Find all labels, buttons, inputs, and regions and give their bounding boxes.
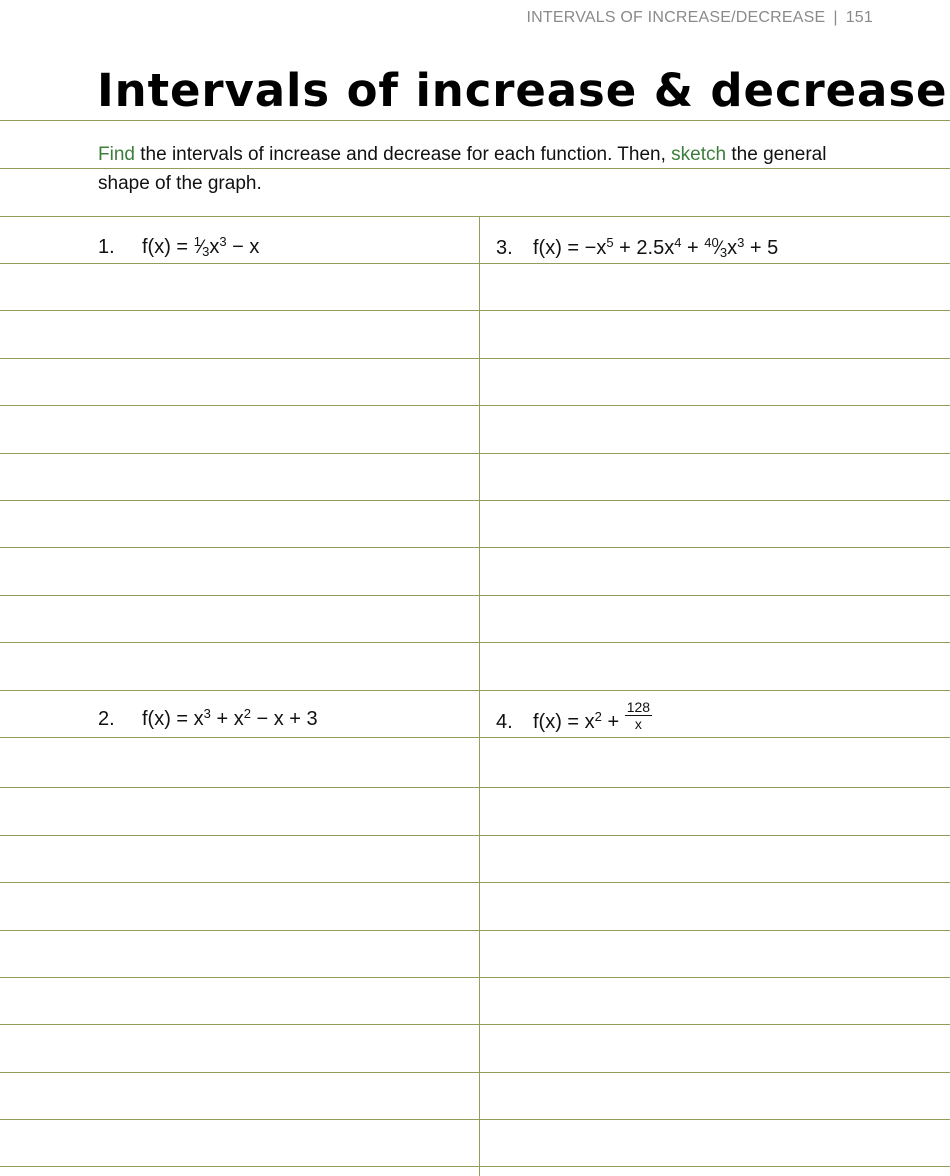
exponent: 5 (606, 235, 614, 250)
exponent: 4 (674, 235, 682, 250)
rule-line (0, 835, 950, 836)
variable: x (727, 237, 738, 259)
fraction-denominator: 3 (202, 244, 210, 259)
keyword-find: Find (98, 144, 135, 165)
rule-line (0, 358, 950, 359)
rule-line (0, 1119, 950, 1120)
function-term: + (681, 237, 705, 259)
problem-number: 4. (496, 710, 513, 733)
fraction-numerator: 1 (193, 234, 201, 249)
rule-line (0, 500, 950, 501)
rule-line (0, 882, 950, 883)
rule-line (0, 977, 950, 978)
variable: x (209, 236, 220, 258)
rule-line (0, 787, 950, 788)
page-number: 151 (845, 9, 873, 26)
problem-4 (496, 699, 652, 738)
rule-line (0, 120, 950, 121)
problem-3: 3. $f(x) = -x^5 + 2.5x^4$ + $^{40}⁄_3x^3 + 5$ (496, 235, 779, 260)
rule-line (0, 453, 950, 454)
problem-number: 3. (496, 237, 513, 259)
exponent: 3 (737, 235, 745, 250)
page-title: Intervals of increase & decrease (97, 64, 948, 117)
function-lhs: f(x) = x (533, 710, 595, 733)
fraction-numerator: 128 (626, 699, 651, 715)
function-tail: + 5 (744, 237, 779, 259)
rule-line (0, 642, 950, 643)
instructions (98, 140, 858, 198)
function-tail: − x + 3 (250, 708, 318, 730)
rule-line (0, 216, 950, 217)
function-lhs: f(x) = −x (533, 237, 607, 259)
exponent: 2 (243, 706, 251, 721)
rule-line (0, 690, 950, 691)
instructions-text: the general shape of the graph. (98, 144, 827, 194)
keyword-sketch: sketch (671, 144, 727, 165)
rule-line (0, 547, 950, 548)
fraction (625, 700, 652, 731)
problem-number: 1. (98, 236, 115, 258)
section-name: INTERVALS OF INCREASE/DECREASE (526, 9, 826, 26)
exponent: 3 (219, 234, 227, 249)
rule-line (0, 1024, 950, 1025)
rule-line (0, 1072, 950, 1073)
fraction-denominator: 3 (719, 245, 728, 260)
rule-line (0, 263, 950, 264)
rule-line (0, 1166, 950, 1167)
function-term: + 2.5x (613, 237, 675, 259)
function-tail: − x (226, 236, 260, 258)
exponent: 2 (594, 708, 602, 724)
function-term: + (601, 710, 625, 733)
function-lhs: f(x) = x (142, 708, 204, 730)
fraction-denominator: x (634, 716, 642, 732)
running-head (527, 9, 873, 27)
rule-line (0, 405, 950, 406)
rule-line (0, 930, 950, 931)
problem-2 (98, 708, 318, 731)
problem-1: 1. $f(x) = ^1⁄_3x^3 - x$ (98, 234, 260, 259)
rule-line (0, 310, 950, 311)
header-separator: | (833, 9, 838, 26)
function-lhs: f(x) = (142, 236, 189, 258)
rule-line (0, 737, 950, 738)
problem-number: 2. (98, 708, 115, 730)
rule-line (0, 595, 950, 596)
column-divider (479, 217, 480, 1176)
instructions-text: the intervals of increase and decrease for each function. Then, (134, 144, 672, 165)
fraction-numerator: 40 (704, 235, 719, 250)
exponent: 3 (203, 706, 211, 721)
function-term: + x (210, 708, 244, 730)
